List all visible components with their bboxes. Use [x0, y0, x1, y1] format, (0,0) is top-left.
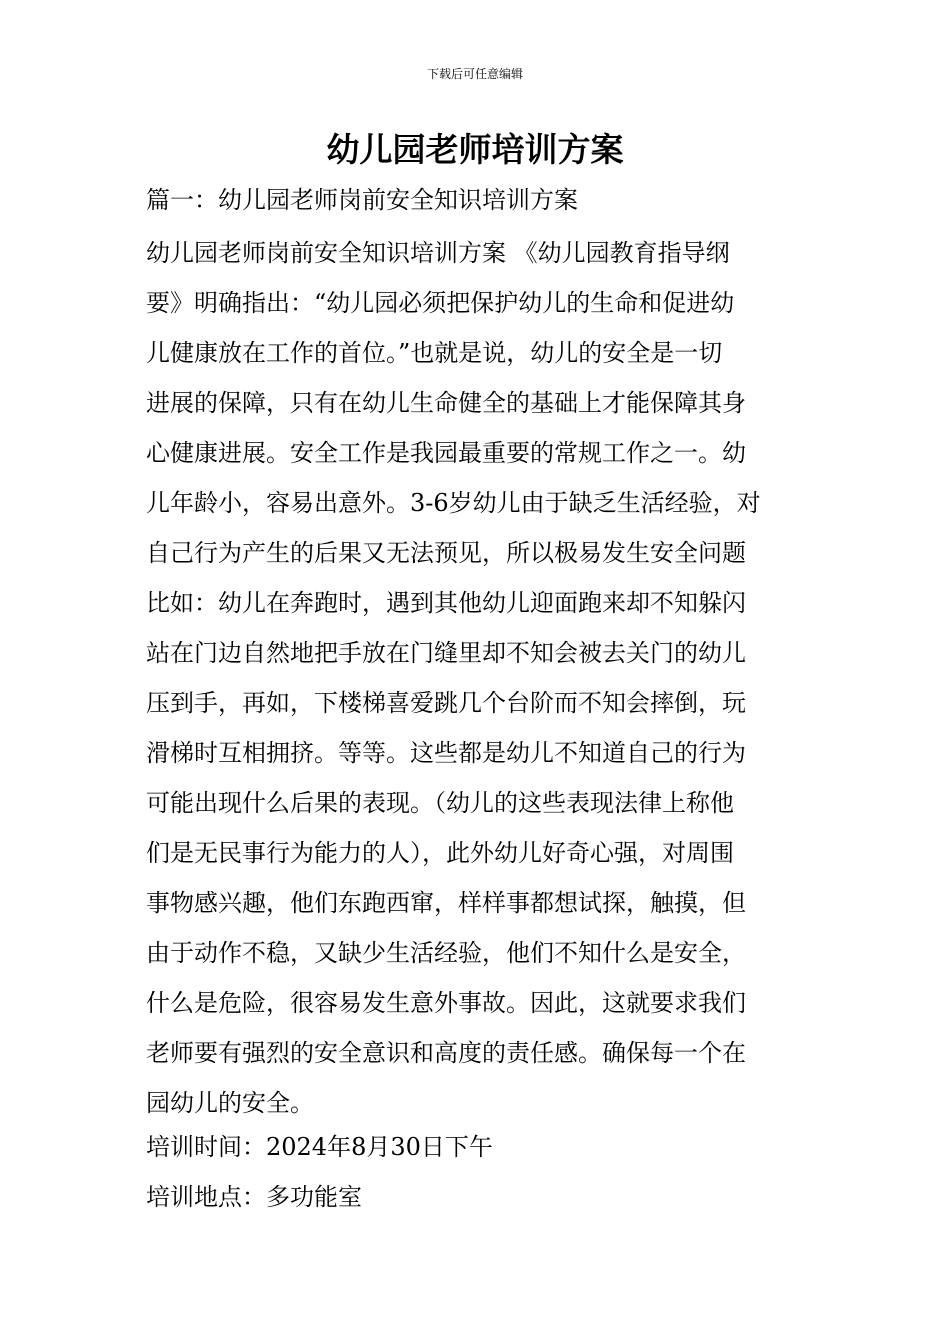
- document-title: 幼儿园老师培训方案: [326, 130, 624, 169]
- body-line: 什么是危险，很容易发生意外事故。因此，这就要求我们: [146, 989, 746, 1017]
- body-line: 幼儿园老师岗前安全知识培训方案 《幼儿园教育指导纲: [146, 239, 730, 267]
- training-place: 培训地点：多功能室: [146, 1183, 362, 1211]
- body-line: 儿健康放在工作的首位。”也就是说，幼儿的安全是一切: [146, 339, 723, 367]
- body-line: 老师要有强烈的安全意识和高度的责任感。确保每一个在: [146, 1039, 746, 1067]
- training-info: [146, 1122, 816, 1222]
- body-line: 们是无民事行为能力的人），此外幼儿好奇心强，对周围: [146, 839, 734, 867]
- body-line: 园幼儿的安全。: [146, 1089, 314, 1117]
- section-heading: 篇一：幼儿园老师岗前安全知识培训方案: [146, 186, 578, 214]
- body-line: 自己行为产生的后果又无法预见，所以极易发生安全问题: [146, 539, 746, 567]
- header-note: 下载后可任意编辑: [426, 67, 523, 81]
- body-paragraph: [146, 228, 816, 1128]
- body-line: 进展的保障，只有在幼儿生命健全的基础上才能保障其身: [146, 389, 746, 417]
- body-line: 站在门边自然地把手放在门缝里却不知会被去关门的幼儿: [146, 639, 746, 667]
- body-line: 儿年龄小，容易出意外。3-6岁幼儿由于缺乏生活经验，对: [146, 489, 761, 517]
- body-line: 由于动作不稳，又缺少生活经验，他们不知什么是安全，: [146, 939, 746, 967]
- body-line: 事物感兴趣，他们东跑西窜，样样事都想试探，触摸，但: [146, 889, 746, 917]
- body-line: 滑梯时互相拥挤。等等。这些都是幼儿不知道自己的行为: [146, 739, 746, 767]
- body-line: 心健康进展。安全工作是我园最重要的常规工作之一。幼: [146, 439, 746, 467]
- body-line: 比如：幼儿在奔跑时，遇到其他幼儿迎面跑来却不知躲闪: [146, 589, 746, 617]
- body-line: 要》明确指出：“幼儿园必须把保护幼儿的生命和促进幼: [146, 289, 735, 317]
- body-line: 可能出现什么后果的表现。（幼儿的这些表现法律上称他: [146, 789, 734, 817]
- body-line: 压到手，再如，下楼梯喜爱跳几个台阶而不知会摔倒，玩: [146, 689, 746, 717]
- training-time: 培训时间：2024年8月30日下午: [146, 1133, 493, 1161]
